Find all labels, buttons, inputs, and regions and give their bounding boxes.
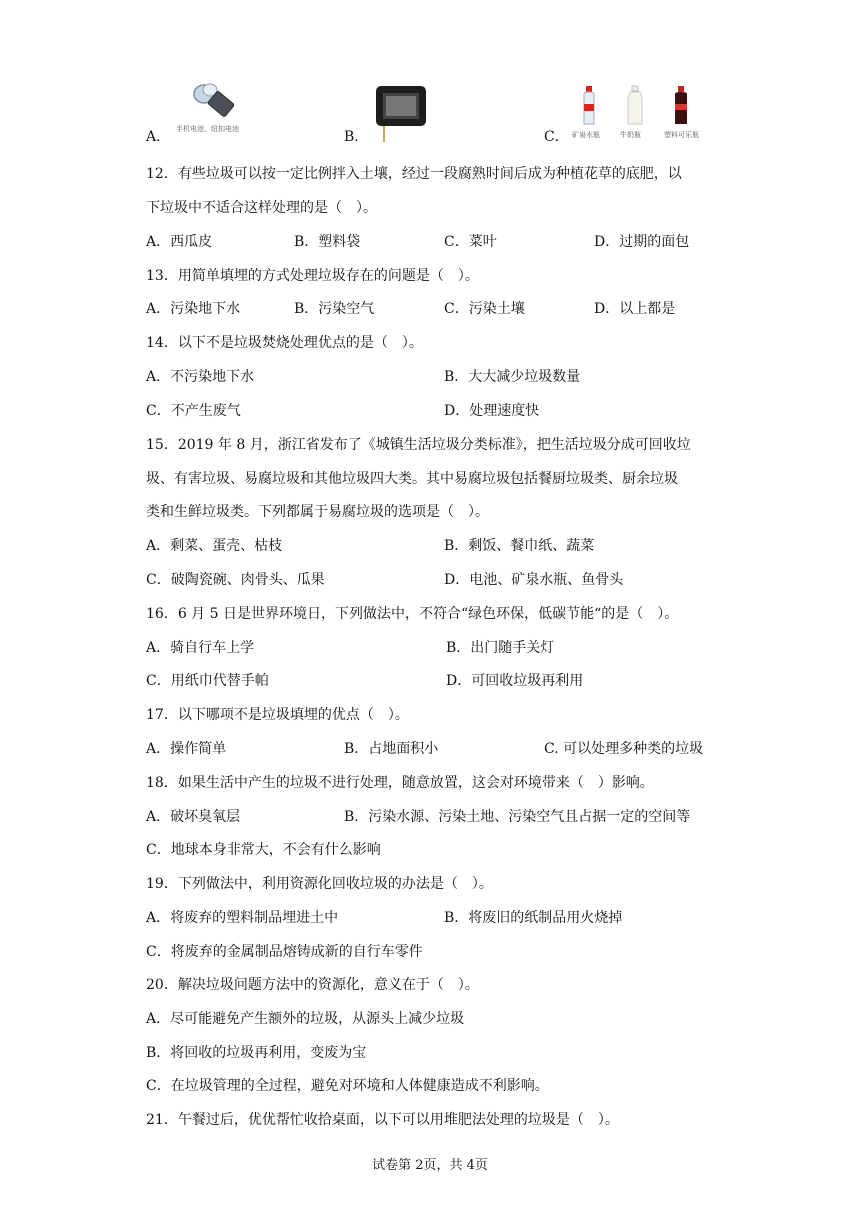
q13-option-d: D．以上都是	[594, 301, 676, 317]
q11-option-a-label: A．	[146, 129, 171, 145]
q16-option-b: B．出门随手关灯	[446, 640, 555, 656]
q14-option-a: A．不污染地下水	[146, 369, 255, 385]
q16-option-c: C．用纸巾代替手帕	[146, 673, 269, 689]
q17-option-c: C. 可以处理多种类的垃圾	[544, 741, 704, 757]
q14-option-d: D．处理速度快	[444, 403, 540, 419]
q15-option-d: D．电池、矿泉水瓶、鱼骨头	[444, 572, 624, 588]
q13-option-a: A．污染地下水	[146, 301, 241, 317]
q11-option-a-caption: 手机电池、纽扣电池	[176, 125, 239, 133]
q12-option-a: A．西瓜皮	[146, 234, 213, 250]
q12-stem-line1: 12．有些垃圾可以按一定比例拌入土壤，经过一段腐熟时间后成为种植花草的底肥，以	[146, 166, 682, 182]
q17-option-b: B．占地面积小	[344, 741, 439, 757]
q15-option-c: C．破陶瓷碗、肉骨头、瓜果	[146, 572, 325, 588]
q11-option-c-caption-3: 塑料可乐瓶	[664, 131, 699, 139]
q18-option-b: B．污染水源、污染土地、污染空气且占据一定的空间等	[344, 809, 691, 825]
q12-option-c: C．菜叶	[444, 234, 497, 250]
q15-option-b: B．剩饭、餐巾纸、蔬菜	[444, 538, 595, 554]
q16-option-d: D．可回收垃圾再利用	[446, 673, 584, 689]
q20-option-a: A．尽可能避免产生额外的垃圾，从源头上减少垃圾	[146, 1011, 465, 1027]
q19-option-b: B．将废旧的纸制品用火烧掉	[444, 910, 623, 926]
q13-option-c: C．污染土壤	[444, 301, 525, 317]
q17-option-a: A．操作简单	[146, 741, 227, 757]
q19-option-c: C．将废弃的金属制品熔铸成新的自行车零件	[146, 944, 423, 960]
q12-option-d: D．过期的面包	[594, 234, 690, 250]
q15-stem-line3: 类和生鲜垃圾类。下列都属于易腐垃圾的选项是（ ）。	[146, 504, 489, 520]
q16-stem: 16．6 月 5 日是世界环境日，下列做法中，不符合“绿色环保，低碳节能“的是（ ）。	[146, 606, 679, 622]
q21-stem: 21．午餐过后，优优帮忙收拾桌面，以下可以用堆肥法处理的垃圾是（ ）。	[146, 1112, 619, 1128]
page-footer: 试卷第 2页，共 4页	[372, 1158, 488, 1173]
q19-stem: 19．下列做法中，利用资源化回收垃圾的办法是（ ）。	[146, 876, 493, 892]
q20-option-b: B．将回收的垃圾再利用，变废为宝	[146, 1045, 367, 1061]
q12-stem-line2: 下垃圾中不适合这样处理的是（ ）。	[146, 200, 377, 216]
q11-option-c-caption-1: 矿泉水瓶	[572, 131, 600, 139]
q20-option-c: C．在垃圾管理的全过程，避免对环境和人体健康造成不利影响。	[146, 1078, 549, 1094]
electronic-device-icon	[374, 84, 428, 144]
q14-stem: 14．以下不是垃圾焚烧处理优点的是（ ）。	[146, 335, 423, 351]
q14-option-b: B．大大减少垃圾数量	[444, 369, 581, 385]
q19-option-a: A．将废弃的塑料制品埋进土中	[146, 910, 339, 926]
q17-stem: 17．以下哪项不是垃圾填埋的优点（ ）。	[146, 707, 409, 723]
q13-option-b: B．污染空气	[294, 301, 375, 317]
q20-stem: 20．解决垃圾问题方法中的资源化，意义在于（ ）。	[146, 977, 479, 993]
q15-option-a: A．剩菜、蛋壳、枯枝	[146, 538, 283, 554]
q11-option-b-label: B．	[344, 129, 369, 145]
q18-stem: 18．如果生活中产生的垃圾不进行处理，随意放置，这会对环境带来（ ）影响。	[146, 775, 654, 791]
bottles-icon	[580, 84, 700, 128]
q11-option-c-caption-2: 牛奶瓶	[620, 131, 641, 139]
battery-icon	[188, 80, 238, 124]
q13-stem: 13．用简单填埋的方式处理垃圾存在的问题是（ ）。	[146, 268, 479, 284]
q12-option-b: B．塑料袋	[294, 234, 361, 250]
q15-stem-line2: 圾、有害垃圾、易腐垃圾和其他垃圾四大类。其中易腐垃圾包括餐厨垃圾类、厨余垃圾	[146, 471, 678, 487]
q11-option-c-label: C．	[544, 129, 569, 145]
q15-stem-line1: 15．2019 年 8 月，浙江省发布了《城镇生活垃圾分类标准》，把生活垃圾分成可回收垃	[146, 437, 691, 453]
q18-option-c: C．地球本身非常大，不会有什么影响	[146, 842, 381, 858]
q18-option-a: A．破坏臭氧层	[146, 809, 241, 825]
q16-option-a: A．骑自行车上学	[146, 640, 255, 656]
q14-option-c: C．不产生废气	[146, 403, 241, 419]
